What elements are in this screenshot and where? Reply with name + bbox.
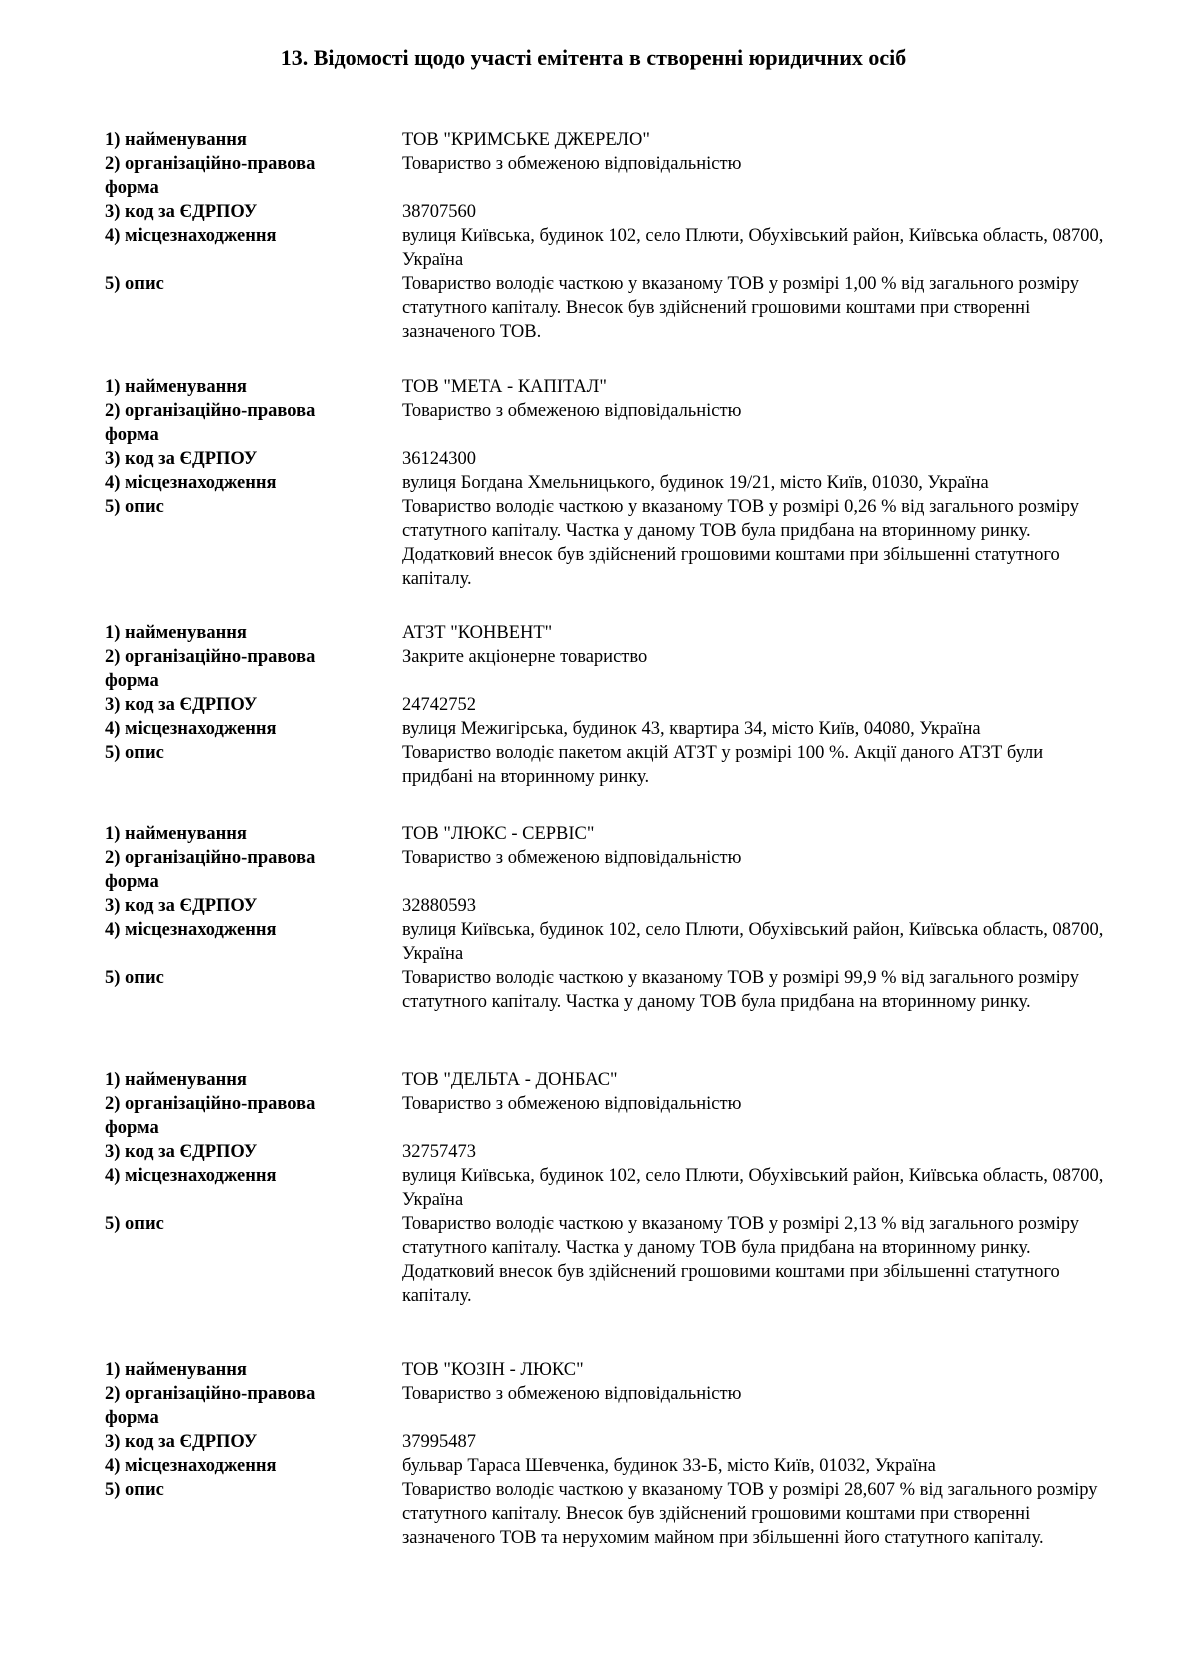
location-value: вулиця Київська, будинок 102, село Плюти, Обухівський район, Київська область, 08700, Україна <box>402 920 1104 964</box>
code-value: 32880593 <box>402 896 476 916</box>
location-label: 4) місцезнаходження <box>105 1456 277 1476</box>
entry-row-form <box>105 1382 1115 1430</box>
form-label: 2) організаційно-правова форма <box>105 848 316 892</box>
location-label: 4) місцезнаходження <box>105 226 277 246</box>
form-value: Товариство з обмеженою відповідальністю <box>402 154 742 174</box>
form-label: 2) організаційно-правова форма <box>105 401 316 445</box>
entry-row-description <box>105 1212 1115 1308</box>
name-value: ТОВ "КОЗІН - ЛЮКС" <box>402 1360 584 1380</box>
code-value: 24742752 <box>402 695 476 715</box>
description-label: 5) опис <box>105 274 164 294</box>
description-label: 5) опис <box>105 968 164 988</box>
entry-row-name <box>105 1358 1115 1382</box>
entry-row-description <box>105 272 1115 344</box>
entry-row-name <box>105 375 1115 399</box>
entry-row-form <box>105 1092 1115 1140</box>
entry-row-name <box>105 1068 1115 1092</box>
entry-row-code <box>105 894 1115 918</box>
form-label: 2) організаційно-правова форма <box>105 1094 316 1138</box>
location-label: 4) місцезнаходження <box>105 473 277 493</box>
entry-row-description <box>105 1478 1115 1550</box>
name-label: 1) найменування <box>105 623 247 643</box>
entity-entry <box>105 1358 1115 1550</box>
code-label: 3) код за ЄДРПОУ <box>105 449 258 469</box>
description-value: Товариство володіє пакетом акцій АТЗТ у розмірі 100 %. Акції даного АТЗТ були придбані на вторинному ринку. <box>402 743 1044 787</box>
code-value: 37995487 <box>402 1432 476 1452</box>
location-label: 4) місцезнаходження <box>105 920 277 940</box>
form-value: Товариство з обмеженою відповідальністю <box>402 848 742 868</box>
form-value: Товариство з обмеженою відповідальністю <box>402 1384 742 1404</box>
name-label: 1) найменування <box>105 824 247 844</box>
location-value: вулиця Богдана Хмельницького, будинок 19/21, місто Київ, 01030, Україна <box>402 473 989 493</box>
code-value: 36124300 <box>402 449 476 469</box>
code-label: 3) код за ЄДРПОУ <box>105 1432 258 1452</box>
entry-row-location <box>105 471 1115 495</box>
name-value: ТОВ "ЛЮКС - СЕРВІС" <box>402 824 595 844</box>
form-label: 2) організаційно-правова форма <box>105 1384 316 1428</box>
form-value: Товариство з обмеженою відповідальністю <box>402 401 742 421</box>
entry-row-form <box>105 846 1115 894</box>
description-label: 5) опис <box>105 743 164 763</box>
description-value: Товариство володіє часткою у вказаному ТОВ у розмірі 28,607 % від загального розміру статутного капіталу. Внесок був здійснений грошовими коштами при створенні зазначеного ТОВ та нерухомим майном при збільшенні його статутного капіталу. <box>402 1480 1098 1548</box>
entry-row-code <box>105 693 1115 717</box>
code-label: 3) код за ЄДРПОУ <box>105 695 258 715</box>
entity-entry <box>105 375 1115 591</box>
code-label: 3) код за ЄДРПОУ <box>105 202 258 222</box>
entry-row-code <box>105 447 1115 471</box>
entry-row-name <box>105 621 1115 645</box>
location-value: вулиця Київська, будинок 102, село Плюти, Обухівський район, Київська область, 08700, Україна <box>402 1166 1104 1210</box>
description-label: 5) опис <box>105 1214 164 1234</box>
location-label: 4) місцезнаходження <box>105 719 277 739</box>
description-label: 5) опис <box>105 1480 164 1500</box>
entry-row-description <box>105 741 1115 789</box>
description-value: Товариство володіє часткою у вказаному ТОВ у розмірі 0,26 % від загального розміру статутного капіталу. Частка у даному ТОВ була придбана на вторинному ринку. Додатковий внесок був здійснений грошовими коштами при збільшенні статутного капіталу. <box>402 497 1080 589</box>
name-value: ТОВ "КРИМСЬКЕ ДЖЕРЕЛО" <box>402 130 650 150</box>
entry-row-name <box>105 822 1115 846</box>
name-label: 1) найменування <box>105 130 247 150</box>
name-label: 1) найменування <box>105 377 247 397</box>
location-value: бульвар Тараса Шевченка, будинок 33-Б, місто Київ, 01032, Україна <box>402 1456 936 1476</box>
form-label: 2) організаційно-правова форма <box>105 154 316 198</box>
form-value: Закрите акціонерне товариство <box>402 647 648 667</box>
description-value: Товариство володіє часткою у вказаному ТОВ у розмірі 2,13 % від загального розміру статутного капіталу. Частка у даному ТОВ була придбана на вторинному ринку. Додатковий внесок був здійснений грошовими коштами при збільшенні статутного капіталу. <box>402 1214 1080 1306</box>
entity-entry <box>105 128 1115 344</box>
entry-row-code <box>105 1430 1115 1454</box>
entry-row-form <box>105 645 1115 693</box>
form-value: Товариство з обмеженою відповідальністю <box>402 1094 742 1114</box>
description-label: 5) опис <box>105 497 164 517</box>
code-label: 3) код за ЄДРПОУ <box>105 1142 258 1162</box>
code-value: 38707560 <box>402 202 476 222</box>
name-value: ТОВ "МЕТА - КАПІТАЛ" <box>402 377 607 397</box>
entry-row-location <box>105 224 1115 272</box>
entry-row-code <box>105 1140 1115 1164</box>
entity-entry <box>105 1068 1115 1308</box>
entity-entry <box>105 822 1115 1014</box>
entry-row-name <box>105 128 1115 152</box>
entry-row-location <box>105 1454 1115 1478</box>
location-label: 4) місцезнаходження <box>105 1166 277 1186</box>
entry-row-form <box>105 399 1115 447</box>
name-label: 1) найменування <box>105 1360 247 1380</box>
entry-row-location <box>105 717 1115 741</box>
entry-row-code <box>105 200 1115 224</box>
name-label: 1) найменування <box>105 1070 247 1090</box>
entity-entry <box>105 621 1115 789</box>
entry-row-location <box>105 918 1115 966</box>
code-value: 32757473 <box>402 1142 476 1162</box>
form-label: 2) організаційно-правова форма <box>105 647 316 691</box>
description-value: Товариство володіє часткою у вказаному ТОВ у розмірі 99,9 % від загального розміру статутного капіталу. Частка у даному ТОВ була придбана на вторинному ринку. <box>402 968 1080 1012</box>
description-value: Товариство володіє часткою у вказаному ТОВ у розмірі 1,00 % від загального розміру статутного капіталу. Внесок був здійснений грошовими коштами при створенні зазначеного ТОВ. <box>402 274 1080 342</box>
name-value: ТОВ "ДЕЛЬТА - ДОНБАС" <box>402 1070 618 1090</box>
code-label: 3) код за ЄДРПОУ <box>105 896 258 916</box>
entry-row-form <box>105 152 1115 200</box>
page-title: 13. Відомості щодо участі емітента в створенні юридичних осіб <box>280 45 907 70</box>
entry-row-location <box>105 1164 1115 1212</box>
name-value: АТЗТ "КОНВЕНТ" <box>402 623 553 643</box>
location-value: вулиця Межигірська, будинок 43, квартира 34, місто Київ, 04080, Україна <box>402 719 981 739</box>
entry-row-description <box>105 966 1115 1014</box>
location-value: вулиця Київська, будинок 102, село Плюти, Обухівський район, Київська область, 08700, Україна <box>402 226 1104 270</box>
entry-row-description <box>105 495 1115 591</box>
